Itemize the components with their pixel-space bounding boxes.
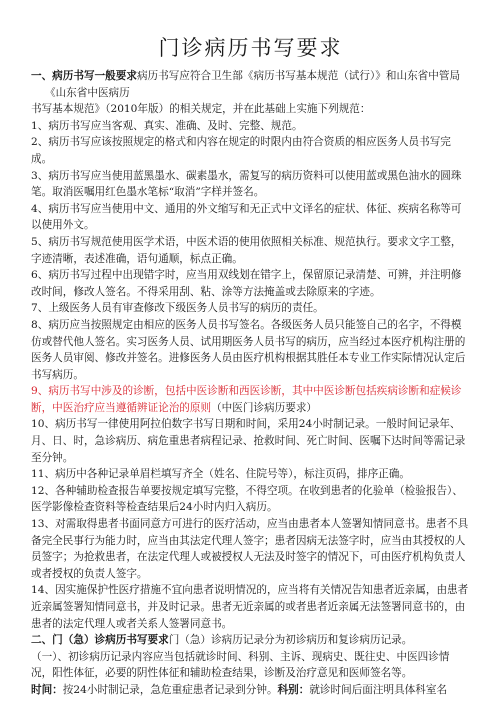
time-text: 按24小时制记录，急危重症患者记录到分钟。 [62,683,278,696]
rule-item-7: 7、上级医务人员有审查修改下级医务人员书写的病历的责任。 [31,302,324,315]
dept-text: 就诊时间后面注明具体科室名 [309,683,448,696]
rule-item-6: 6、病历书写过程中出现错字时，应当用双线划在错字上，保留原记录清楚、可辨，并注明修改时间，修改人签名。不得采用刮、粘、涂等方法掩盖或去除原来的字迹。 [31,269,462,298]
rule-item-12: 12、各种辅助检查报告单要按规定填写完整，不得空项。在收到患者的化验单（检验报告）、医学影像检查资料等检查结果后24小时内归入病历。 [31,484,463,514]
section1-intro-line2: 《山东省中医病历 [45,86,130,99]
page-title: 门诊病历书写要求 [158,36,343,60]
rule-item-2: 2、病历书写应该按照规定的格式和内容在规定的时限内由符合资质的相应医务人员书写完成。 [31,136,451,165]
section2-heading: 二、门（急）诊病历书写要求 [31,634,169,647]
rule-item-11: 11、病历中各种记录单眉栏填写齐全（姓名、住院号等），标注页码，排序正确。 [31,468,410,481]
rule-item-8: 8、病历应当按照规定由相应的医务人员书写签名。各级医务人员只能签自己的名字，不得模仿或替代他人签名。实习医务人员、试用期医务人员书写的病历，应当经过本医疗机构注册的医务人员审阅、修改并签名。进修医务人员由医疗机构根据其胜任本专业工作实际情况认定后书写病历。 [31,318,466,381]
section1-intro: 一、病历书写一般要求病历书写应符合卫生部《病历书写基本规范（试行）》和山东省中管局 [31,70,461,82]
rule-item-13: 13、对需取得患者书面同意方可进行的医疗活动，应当由患者本人签署知情同意书。患者不具备完全民事行为能力时，应当由其法定代理人签字；患者因病无法签字时，应当由其授权的人员签字；为抢救患者，在法定代理人或被授权人无法及时签字的情况下，可由医疗机构负责人或者授权的负责人签字。 [31,518,469,580]
time-label: 时间： [31,683,63,696]
document-body [31,68,470,699]
rule-item-3: 3、病历书写应当使用蓝黑墨水、碳素墨水，需复写的病历资料可以使用蓝或黑色油水的圆珠笔。取消医嘱用红色墨水笔标“取消”字样并签名。 [31,169,462,199]
rule-item-9-highlight: 9、病历书写中涉及的诊断，包括中医诊断和西医诊断，其中中医诊断包括疾病诊断和症候诊断，中医治疗应当遵循辨证论治的原则 [31,385,462,414]
rule-item-5: 5、病历书写规范使用医学术语，中医术语的使用依照相关标准、规范执行。要求文字工整，字迹清晰，表述准确，语句通顺，标点正确。 [31,235,462,265]
section2-intro: 二、门（急）诊病历书写要求门（急）诊病历记录分为初诊病历和复诊病历记录。 [31,634,413,647]
section1-intro-line3: 书写基本规范》（2010年版）的相关规定，并在此基础上实施下列规范： [31,103,371,116]
section2-sub1: （一）、初诊病历记录内容应当包括就诊时间、科别、主诉、现病史、既往史、中医四诊情况，阳性体征，必要的阴性体征和辅助检查结果，诊断及治疗意见和医师签名等。 [31,650,450,680]
rule-item-9 [31,383,470,416]
section1-heading: 一、病历书写一般要求 [31,70,137,82]
rule-item-9-note: （中医门诊病历要求） [211,401,318,414]
section2-time-dept [31,682,470,699]
rule-item-4: 4、病历书写应当使用中文、通用的外文缩写和无正式中文译名的症状、体征、疾病名称等可以使用外文。 [31,202,462,232]
dept-label: 科别： [277,683,310,696]
rule-item-14: 14、因实施保护性医疗措施不宜向患者说明情况的，应当将有关情况告知患者近亲属，由患者近亲属签署知情同意书，并及时记录。患者无近亲属的或者患者近亲属无法签署同意书的，由患者的法定代理人或者关系人签署同意书。 [31,584,469,630]
rule-item-10: 10、病历书写一律使用阿拉伯数字书写日期和时间，采用24小时制记录。一般时间记录年、月、日、时，急诊病历、病危重患者病程记录、抢救时间、死亡时间、医嘱下达时间等需记录至分钟。 [31,418,466,464]
rule-item-1: 1、病历书写应当客观、真实、准确、及时、完整、规范。 [31,119,303,132]
